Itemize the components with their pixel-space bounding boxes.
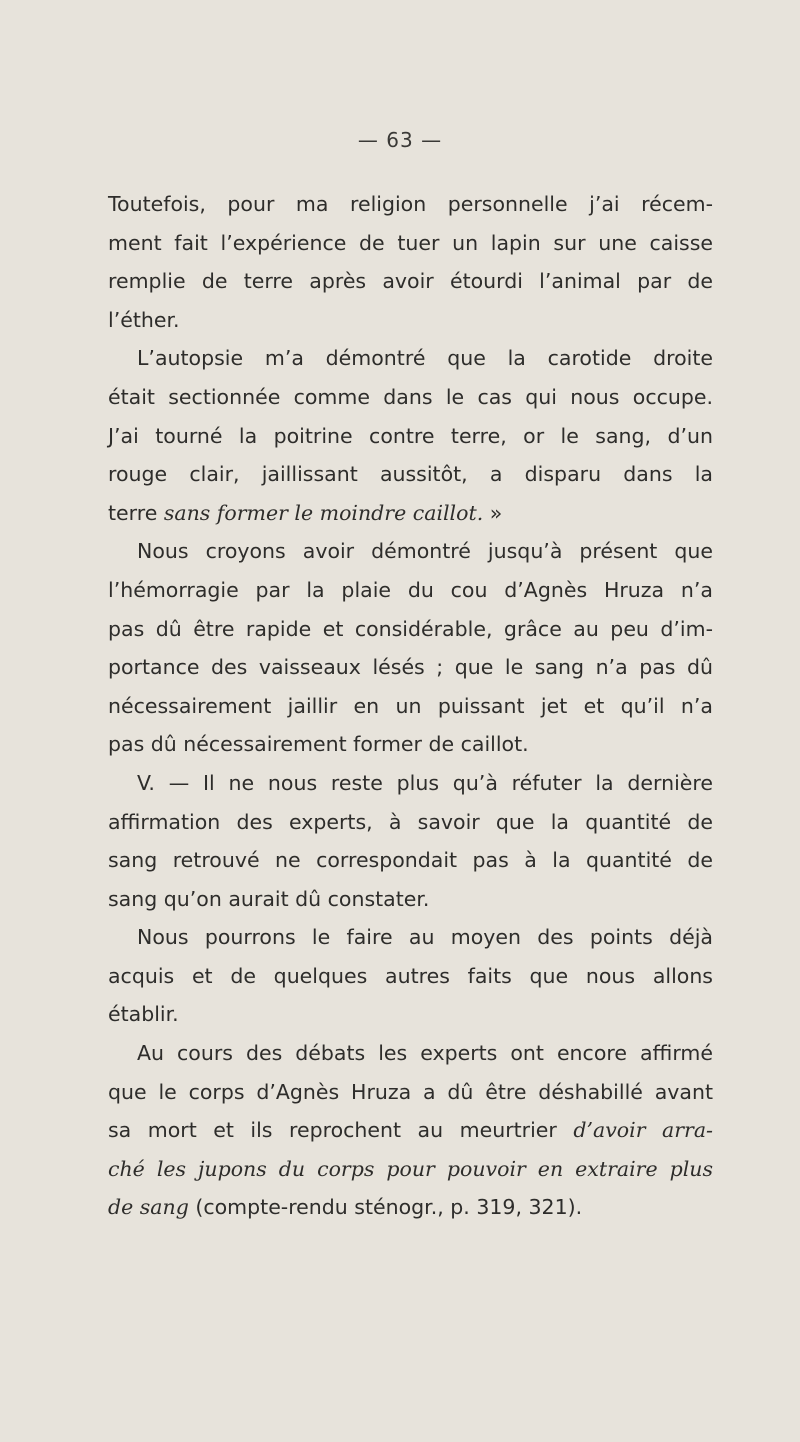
- text-line: [108, 1188, 713, 1227]
- text-line: [108, 455, 713, 494]
- text-line: [108, 610, 713, 649]
- text-line-plain: acquis et de quelques autres faits que nous allons: [108, 963, 713, 988]
- text-line-plain: l’éther.: [108, 307, 180, 332]
- text-line-plain: Toutefois, pour ma religion personnelle j’ai récem-: [108, 192, 713, 216]
- text-line: [108, 1111, 713, 1150]
- text-line-plain: J’ai tourné la poitrine contre terre, or le sang, d’un: [108, 423, 713, 448]
- text-line-plain: était sectionnée comme dans le cas qui nous occupe.: [108, 384, 713, 409]
- text-line: [108, 803, 713, 842]
- text-line-suffix: »: [483, 500, 503, 525]
- text-line-italic: de sang: [108, 1195, 189, 1220]
- text-line-plain: Au cours des débats les experts ont encore affirmé: [137, 1041, 713, 1066]
- body-text: [108, 185, 713, 1227]
- text-line: [108, 1073, 713, 1112]
- text-line: [108, 687, 713, 726]
- text-line-plain: Nous pourrons le faire au moyen des points déjà: [137, 925, 713, 950]
- text-line-italic: d’avoir arra-: [573, 1118, 713, 1143]
- text-line-italic: sans former le moindre caillot.: [163, 500, 484, 525]
- text-line-plain: terre: [108, 500, 164, 525]
- text-line: [108, 918, 713, 957]
- text-line: [108, 648, 713, 687]
- text-line: [108, 378, 713, 417]
- text-line: [108, 725, 713, 764]
- text-line-plain: Nous croyons avoir démontré jusqu’à présent que: [137, 539, 713, 564]
- text-line: [108, 764, 713, 803]
- text-line-plain: pas dû être rapide et considérable, grâce au peu d’im-: [108, 616, 713, 641]
- text-line-plain: V. — Il ne nous reste plus qu’à réfuter la dernière: [137, 770, 713, 795]
- text-line-plain: pas dû nécessairement former de caillot.: [108, 732, 529, 757]
- text-line-plain: sa mort et ils reprochent au meurtrier: [108, 1118, 574, 1143]
- text-line-plain: sang qu’on aurait dû constater.: [108, 886, 430, 911]
- text-line: [108, 532, 713, 571]
- page-number: — 63 —: [357, 128, 443, 152]
- text-line: [108, 957, 713, 996]
- text-line-plain: sang retrouvé ne correspondait pas à la quantité de: [108, 848, 713, 873]
- text-line: [108, 301, 713, 340]
- text-line-plain: nécessairement jaillir en un puissant jet et qu’il n’a: [108, 693, 713, 718]
- text-line-plain: portance des vaisseaux lésés ; que le sang n’a pas dû: [108, 655, 713, 680]
- text-line-plain: l’hémorragie par la plaie du cou d’Agnès Hruza n’a: [108, 577, 713, 602]
- text-line-plain: remplie de terre après avoir étourdi l’animal par de: [108, 269, 713, 294]
- text-line: [108, 1150, 713, 1189]
- text-line: [108, 262, 713, 301]
- text-line-plain: établir.: [108, 1002, 179, 1027]
- text-line: [108, 417, 713, 456]
- text-line-plain: que le corps d’Agnès Hruza a dû être déshabillé avant: [108, 1079, 713, 1104]
- text-line: [108, 995, 713, 1034]
- text-line: [108, 841, 713, 880]
- text-line: [108, 224, 713, 263]
- text-line-plain: ment fait l’expérience de tuer un lapin sur une caisse: [108, 230, 713, 255]
- text-line: [108, 1034, 713, 1073]
- text-line-suffix: (compte-rendu sténogr., p. 319, 321).: [188, 1195, 583, 1220]
- text-line: [108, 339, 713, 378]
- text-line: [108, 571, 713, 610]
- text-line-italic: ché les jupons du corps pour pouvoir en extraire plus: [108, 1156, 713, 1181]
- text-line-plain: L’autopsie m’a démontré que la carotide droite: [137, 346, 713, 371]
- text-line: [108, 494, 713, 533]
- text-line: [108, 880, 713, 919]
- text-line-plain: affirmation des experts, à savoir que la quantité de: [108, 809, 713, 834]
- text-line-plain: rouge clair, jaillissant aussitôt, a disparu dans la: [108, 462, 713, 487]
- text-line: [108, 185, 713, 224]
